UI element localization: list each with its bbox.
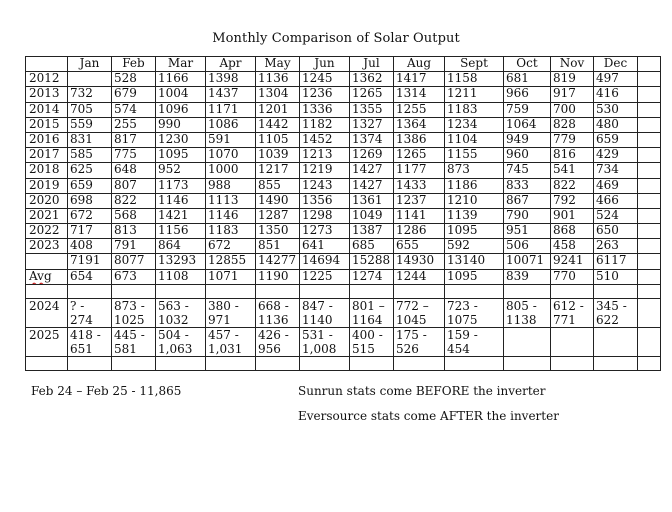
value-cell: 469 — [594, 178, 638, 193]
empty-cell — [594, 356, 638, 370]
value-cell: 1004 — [156, 87, 206, 102]
value-cell: 775 — [112, 148, 156, 163]
year-label: 2019 — [26, 178, 68, 193]
totals-row — [26, 254, 661, 269]
year-label: 2012 — [26, 72, 68, 87]
empty-cell — [638, 102, 661, 117]
year-label: 2023 — [26, 239, 68, 254]
value-cell: 255 — [112, 117, 156, 132]
value-cell: 1387 — [350, 224, 394, 239]
empty-cell — [350, 356, 394, 370]
value-cell: 1136 — [256, 72, 300, 87]
empty-cell — [638, 327, 661, 356]
value-cell: 524 — [594, 208, 638, 223]
value-cell: 717 — [68, 224, 112, 239]
value-cell: 1171 — [206, 102, 256, 117]
value-cell: 1374 — [350, 132, 394, 147]
total-cell: 12855 — [206, 254, 256, 269]
year-label: 2021 — [26, 208, 68, 223]
range-cell: 531 - 1,008 — [300, 327, 350, 356]
range-row — [26, 298, 661, 327]
value-cell: 807 — [112, 178, 156, 193]
range-cell: 400 - 515 — [350, 327, 394, 356]
value-cell: 1442 — [256, 117, 300, 132]
empty-cell — [112, 284, 156, 298]
value-cell: 822 — [112, 193, 156, 208]
value-cell: 1213 — [300, 148, 350, 163]
value-cell: 705 — [68, 102, 112, 117]
range-cell: 847 - 1140 — [300, 298, 350, 327]
value-cell: 1049 — [350, 208, 394, 223]
table-header-row — [26, 57, 661, 72]
range-cell: 345 - 622 — [594, 298, 638, 327]
table-row — [26, 87, 661, 102]
total-cell: 7191 — [68, 254, 112, 269]
value-cell: 1452 — [300, 132, 350, 147]
empty-cell — [394, 356, 445, 370]
value-cell: 1219 — [300, 163, 350, 178]
value-cell: 790 — [504, 208, 551, 223]
value-cell: 1141 — [394, 208, 445, 223]
empty-cell — [638, 239, 661, 254]
value-cell: 864 — [156, 239, 206, 254]
empty-cell — [638, 193, 661, 208]
value-cell: 1364 — [394, 117, 445, 132]
empty-cell — [68, 284, 112, 298]
table-row — [26, 224, 661, 239]
value-cell: 1095 — [445, 224, 504, 239]
value-cell: 408 — [68, 239, 112, 254]
value-cell: 901 — [551, 208, 594, 223]
value-cell: 851 — [256, 239, 300, 254]
table-row — [26, 72, 661, 87]
value-cell: 1156 — [156, 224, 206, 239]
table-row — [26, 178, 661, 193]
value-cell: 833 — [504, 178, 551, 193]
value-cell: 1269 — [350, 148, 394, 163]
year-label: 2016 — [26, 132, 68, 147]
value-cell: 1314 — [394, 87, 445, 102]
empty-cell — [638, 356, 661, 370]
range-cell: 563 - 1032 — [156, 298, 206, 327]
value-cell: 1273 — [300, 224, 350, 239]
eversource-note: Eversource stats come AFTER the inverter — [298, 409, 559, 423]
value-cell: 416 — [594, 87, 638, 102]
average-cell: 1095 — [445, 269, 504, 284]
value-cell: 1139 — [445, 208, 504, 223]
value-cell: 819 — [551, 72, 594, 87]
range-cell — [551, 327, 594, 356]
value-cell: 1355 — [350, 102, 394, 117]
empty-cell — [206, 284, 256, 298]
empty-cell — [300, 356, 350, 370]
empty-cell — [504, 356, 551, 370]
total-cell: 9241 — [551, 254, 594, 269]
value-cell: 1490 — [256, 193, 300, 208]
value-cell: 672 — [206, 239, 256, 254]
value-cell: 698 — [68, 193, 112, 208]
value-cell: 1421 — [156, 208, 206, 223]
total-cell: 14277 — [256, 254, 300, 269]
table-row — [26, 117, 661, 132]
month-header-jul: Jul — [350, 57, 394, 72]
value-cell: 659 — [68, 178, 112, 193]
value-cell: 816 — [551, 148, 594, 163]
value-cell: 1287 — [256, 208, 300, 223]
empty-cell — [156, 284, 206, 298]
value-cell: 745 — [504, 163, 551, 178]
range-cell: 873 - 1025 — [112, 298, 156, 327]
value-cell: 1327 — [350, 117, 394, 132]
value-cell: 873 — [445, 163, 504, 178]
value-cell: 1217 — [256, 163, 300, 178]
value-cell: 1417 — [394, 72, 445, 87]
value-cell: 1245 — [300, 72, 350, 87]
value-cell: 1201 — [256, 102, 300, 117]
average-row — [26, 269, 661, 284]
value-cell: 966 — [504, 87, 551, 102]
month-header-mar: Mar — [156, 57, 206, 72]
value-cell: 732 — [68, 87, 112, 102]
range-cell: 159 - 454 — [445, 327, 504, 356]
empty-cell — [638, 284, 661, 298]
value-cell: 592 — [445, 239, 504, 254]
value-cell: 625 — [68, 163, 112, 178]
empty-cell — [638, 117, 661, 132]
year-label: 2018 — [26, 163, 68, 178]
value-cell: 659 — [594, 132, 638, 147]
month-header-jan: Jan — [68, 57, 112, 72]
empty-cell — [638, 163, 661, 178]
empty-cell — [206, 356, 256, 370]
range-cell: 612 - 771 — [551, 298, 594, 327]
value-cell: 1336 — [300, 102, 350, 117]
year-label: 2025 — [26, 327, 68, 356]
header-corner-cell — [26, 57, 68, 72]
value-cell: 1265 — [394, 148, 445, 163]
empty-cell — [504, 284, 551, 298]
value-cell: 574 — [112, 102, 156, 117]
range-row — [26, 327, 661, 356]
value-cell: 917 — [551, 87, 594, 102]
empty-cell — [638, 87, 661, 102]
range-cell: 668 - 1136 — [256, 298, 300, 327]
table-row — [26, 102, 661, 117]
value-cell: 791 — [112, 239, 156, 254]
range-cell: 723 - 1075 — [445, 298, 504, 327]
month-header-sept: Sept — [445, 57, 504, 72]
value-cell: 700 — [551, 102, 594, 117]
value-cell: 1211 — [445, 87, 504, 102]
value-cell: 960 — [504, 148, 551, 163]
value-cell: 429 — [594, 148, 638, 163]
value-cell: 817 — [112, 132, 156, 147]
table-row — [26, 239, 661, 254]
value-cell: 648 — [112, 163, 156, 178]
year-label: 2014 — [26, 102, 68, 117]
value-cell: 779 — [551, 132, 594, 147]
month-header-nov: Nov — [551, 57, 594, 72]
value-cell: 1186 — [445, 178, 504, 193]
table-row — [26, 148, 661, 163]
average-cell: 1274 — [350, 269, 394, 284]
value-cell: 672 — [68, 208, 112, 223]
value-cell: 1096 — [156, 102, 206, 117]
range-cell: 772 – 1045 — [394, 298, 445, 327]
value-cell: 1437 — [206, 87, 256, 102]
value-cell: 1183 — [206, 224, 256, 239]
value-cell: 951 — [504, 224, 551, 239]
empty-cell — [638, 224, 661, 239]
range-cell: 801 – 1164 — [350, 298, 394, 327]
total-cell: 8077 — [112, 254, 156, 269]
value-cell: 1230 — [156, 132, 206, 147]
value-cell: 1173 — [156, 178, 206, 193]
empty-cell — [638, 269, 661, 284]
feb-range-note: Feb 24 – Feb 25 - 11,865 — [31, 384, 182, 398]
range-cell: ? - 274 — [68, 298, 112, 327]
average-cell: 1225 — [300, 269, 350, 284]
value-cell: 1105 — [256, 132, 300, 147]
total-cell: 10071 — [504, 254, 551, 269]
value-cell: 1070 — [206, 148, 256, 163]
blank-row — [26, 284, 661, 298]
empty-cell — [594, 284, 638, 298]
value-cell: 1182 — [300, 117, 350, 132]
solar-output-table — [25, 56, 661, 371]
value-cell: 1234 — [445, 117, 504, 132]
average-cell: 654 — [68, 269, 112, 284]
value-cell: 681 — [504, 72, 551, 87]
value-cell: 822 — [551, 178, 594, 193]
year-label: 2022 — [26, 224, 68, 239]
empty-cell — [68, 356, 112, 370]
average-cell: 839 — [504, 269, 551, 284]
empty-cell — [638, 298, 661, 327]
value-cell: 559 — [68, 117, 112, 132]
year-label: 2017 — [26, 148, 68, 163]
total-cell: 13293 — [156, 254, 206, 269]
value-cell: 1000 — [206, 163, 256, 178]
value-cell: 952 — [156, 163, 206, 178]
value-cell: 868 — [551, 224, 594, 239]
empty-cell — [551, 284, 594, 298]
total-cell: 14930 — [394, 254, 445, 269]
empty-cell — [638, 132, 661, 147]
range-cell — [594, 327, 638, 356]
value-cell: 990 — [156, 117, 206, 132]
value-cell: 1398 — [206, 72, 256, 87]
value-cell: 466 — [594, 193, 638, 208]
value-cell: 541 — [551, 163, 594, 178]
value-cell: 655 — [394, 239, 445, 254]
value-cell: 1113 — [206, 193, 256, 208]
empty-cell — [350, 284, 394, 298]
value-cell: 480 — [594, 117, 638, 132]
empty-cell — [394, 284, 445, 298]
value-cell: 867 — [504, 193, 551, 208]
value-cell: 1286 — [394, 224, 445, 239]
value-cell: 1158 — [445, 72, 504, 87]
value-cell: 591 — [206, 132, 256, 147]
value-cell: 1386 — [394, 132, 445, 147]
average-cell: 1244 — [394, 269, 445, 284]
empty-cell — [256, 284, 300, 298]
average-cell: 1071 — [206, 269, 256, 284]
value-cell: 1433 — [394, 178, 445, 193]
empty-cell — [638, 57, 661, 72]
value-cell: 528 — [112, 72, 156, 87]
value-cell: 1155 — [445, 148, 504, 163]
month-header-oct: Oct — [504, 57, 551, 72]
total-cell: 6117 — [594, 254, 638, 269]
empty-cell — [638, 178, 661, 193]
sunrun-note: Sunrun stats come BEFORE the inverter — [298, 384, 546, 398]
value-cell: 855 — [256, 178, 300, 193]
value-cell: 1104 — [445, 132, 504, 147]
value-cell: 1427 — [350, 163, 394, 178]
value-cell: 1095 — [156, 148, 206, 163]
page-title: Monthly Comparison of Solar Output — [212, 31, 460, 46]
average-cell: 510 — [594, 269, 638, 284]
value-cell: 1166 — [156, 72, 206, 87]
average-label-cell — [26, 269, 68, 284]
value-cell: 506 — [504, 239, 551, 254]
empty-cell — [256, 356, 300, 370]
value-cell: 1298 — [300, 208, 350, 223]
average-cell: 673 — [112, 269, 156, 284]
empty-cell — [638, 72, 661, 87]
range-cell: 504 - 1,063 — [156, 327, 206, 356]
value-cell: 568 — [112, 208, 156, 223]
value-cell: 1210 — [445, 193, 504, 208]
table-row — [26, 208, 661, 223]
range-cell: 380 - 971 — [206, 298, 256, 327]
table-row — [26, 193, 661, 208]
empty-cell — [112, 356, 156, 370]
empty-cell — [638, 148, 661, 163]
average-cell: 770 — [551, 269, 594, 284]
table-row — [26, 163, 661, 178]
range-cell: 457 - 1,031 — [206, 327, 256, 356]
empty-cell — [300, 284, 350, 298]
value-cell: 831 — [68, 132, 112, 147]
value-cell: 263 — [594, 239, 638, 254]
empty-cell — [156, 356, 206, 370]
value-cell: 792 — [551, 193, 594, 208]
value-cell: 650 — [594, 224, 638, 239]
value-cell: 828 — [551, 117, 594, 132]
value-cell: 1039 — [256, 148, 300, 163]
value-cell: 1064 — [504, 117, 551, 132]
total-cell: 15288 — [350, 254, 394, 269]
value-cell: 949 — [504, 132, 551, 147]
empty-cell — [638, 208, 661, 223]
month-header-feb: Feb — [112, 57, 156, 72]
range-cell: 418 - 651 — [68, 327, 112, 356]
month-header-jun: Jun — [300, 57, 350, 72]
range-cell: 805 - 1138 — [504, 298, 551, 327]
value-cell: 1237 — [394, 193, 445, 208]
value-cell: 530 — [594, 102, 638, 117]
month-header-aug: Aug — [394, 57, 445, 72]
empty-cell — [26, 284, 68, 298]
empty-cell — [445, 356, 504, 370]
year-label: 2015 — [26, 117, 68, 132]
year-label: 2013 — [26, 87, 68, 102]
average-cell: 1190 — [256, 269, 300, 284]
value-cell: 458 — [551, 239, 594, 254]
value-cell: 685 — [350, 239, 394, 254]
empty-cell — [445, 284, 504, 298]
month-header-dec: Dec — [594, 57, 638, 72]
value-cell: 641 — [300, 239, 350, 254]
value-cell: 1236 — [300, 87, 350, 102]
value-cell: 1304 — [256, 87, 300, 102]
totals-label — [26, 254, 68, 269]
empty-cell — [26, 356, 68, 370]
average-label: Avg — [29, 269, 52, 283]
value-cell: 1183 — [445, 102, 504, 117]
value-cell: 497 — [594, 72, 638, 87]
value-cell: 759 — [504, 102, 551, 117]
empty-cell — [638, 254, 661, 269]
value-cell: 679 — [112, 87, 156, 102]
total-cell: 13140 — [445, 254, 504, 269]
value-cell: 1146 — [156, 193, 206, 208]
value-cell: 1146 — [206, 208, 256, 223]
value-cell: 585 — [68, 148, 112, 163]
value-cell: 1243 — [300, 178, 350, 193]
value-cell: 1350 — [256, 224, 300, 239]
value-cell: 1356 — [300, 193, 350, 208]
average-cell: 1108 — [156, 269, 206, 284]
value-cell: 1086 — [206, 117, 256, 132]
blank-row — [26, 356, 661, 370]
value-cell: 1265 — [350, 87, 394, 102]
table-row — [26, 132, 661, 147]
range-cell: 445 - 581 — [112, 327, 156, 356]
total-cell: 14694 — [300, 254, 350, 269]
empty-cell — [551, 356, 594, 370]
value-cell: 1361 — [350, 193, 394, 208]
value-cell: 1177 — [394, 163, 445, 178]
value-cell: 813 — [112, 224, 156, 239]
value-cell: 1255 — [394, 102, 445, 117]
range-cell — [504, 327, 551, 356]
value-cell: 1362 — [350, 72, 394, 87]
year-label: 2024 — [26, 298, 68, 327]
month-header-may: May — [256, 57, 300, 72]
year-label: 2020 — [26, 193, 68, 208]
range-cell: 426 - 956 — [256, 327, 300, 356]
value-cell: 988 — [206, 178, 256, 193]
month-header-apr: Apr — [206, 57, 256, 72]
value-cell — [68, 72, 112, 87]
value-cell: 1427 — [350, 178, 394, 193]
range-cell: 175 - 526 — [394, 327, 445, 356]
value-cell: 734 — [594, 163, 638, 178]
